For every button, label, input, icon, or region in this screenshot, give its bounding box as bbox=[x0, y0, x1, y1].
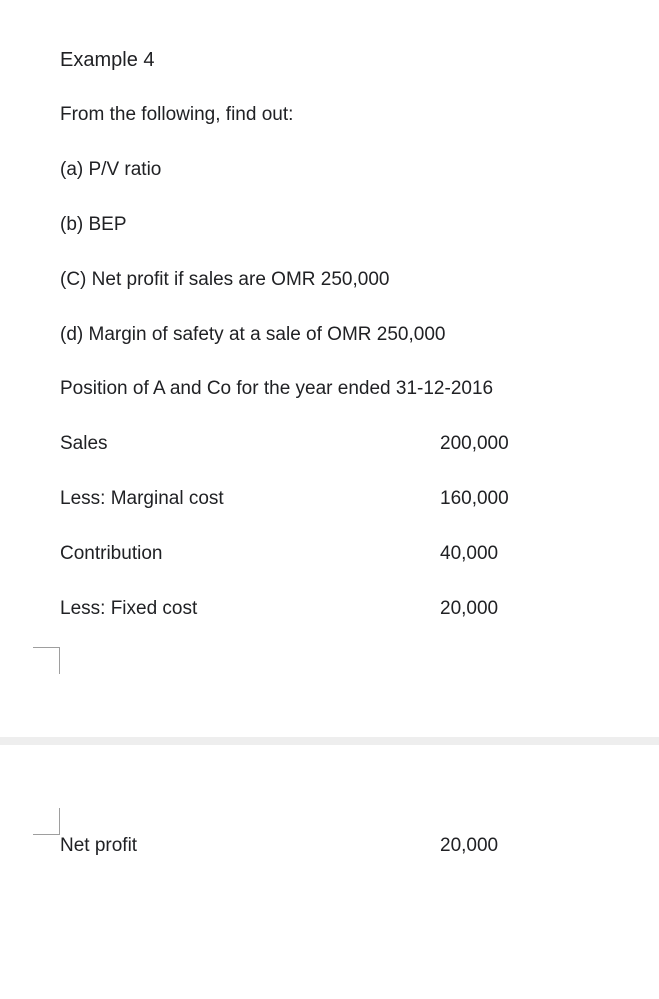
marginal-cost-value: 160,000 bbox=[440, 488, 509, 509]
question-c: (C) Net profit if sales are OMR 250,000 bbox=[60, 269, 390, 290]
question-b: (b) BEP bbox=[60, 214, 127, 235]
sales-value: 200,000 bbox=[440, 433, 509, 454]
page-separator bbox=[0, 737, 659, 745]
fixed-cost-label: Less: Fixed cost bbox=[60, 598, 198, 619]
net-profit-value: 20,000 bbox=[440, 835, 499, 856]
example-heading: Example 4 bbox=[60, 49, 155, 71]
intro-text: From the following, find out: bbox=[60, 104, 294, 125]
page-corner-marker-top bbox=[33, 647, 60, 674]
contribution-value: 40,000 bbox=[440, 543, 499, 564]
question-a: (a) P/V ratio bbox=[60, 159, 162, 180]
marginal-cost-label: Less: Marginal cost bbox=[60, 488, 224, 509]
net-profit-label: Net profit bbox=[60, 835, 138, 856]
page-corner-marker-bottom bbox=[33, 808, 60, 835]
document-page-2 bbox=[0, 745, 659, 999]
fixed-cost-value: 20,000 bbox=[440, 598, 499, 619]
question-d: (d) Margin of safety at a sale of OMR 250,000 bbox=[60, 324, 446, 345]
sales-label: Sales bbox=[60, 433, 108, 454]
position-title: Position of A and Co for the year ended 31-12-2016 bbox=[60, 378, 494, 399]
contribution-label: Contribution bbox=[60, 543, 163, 564]
